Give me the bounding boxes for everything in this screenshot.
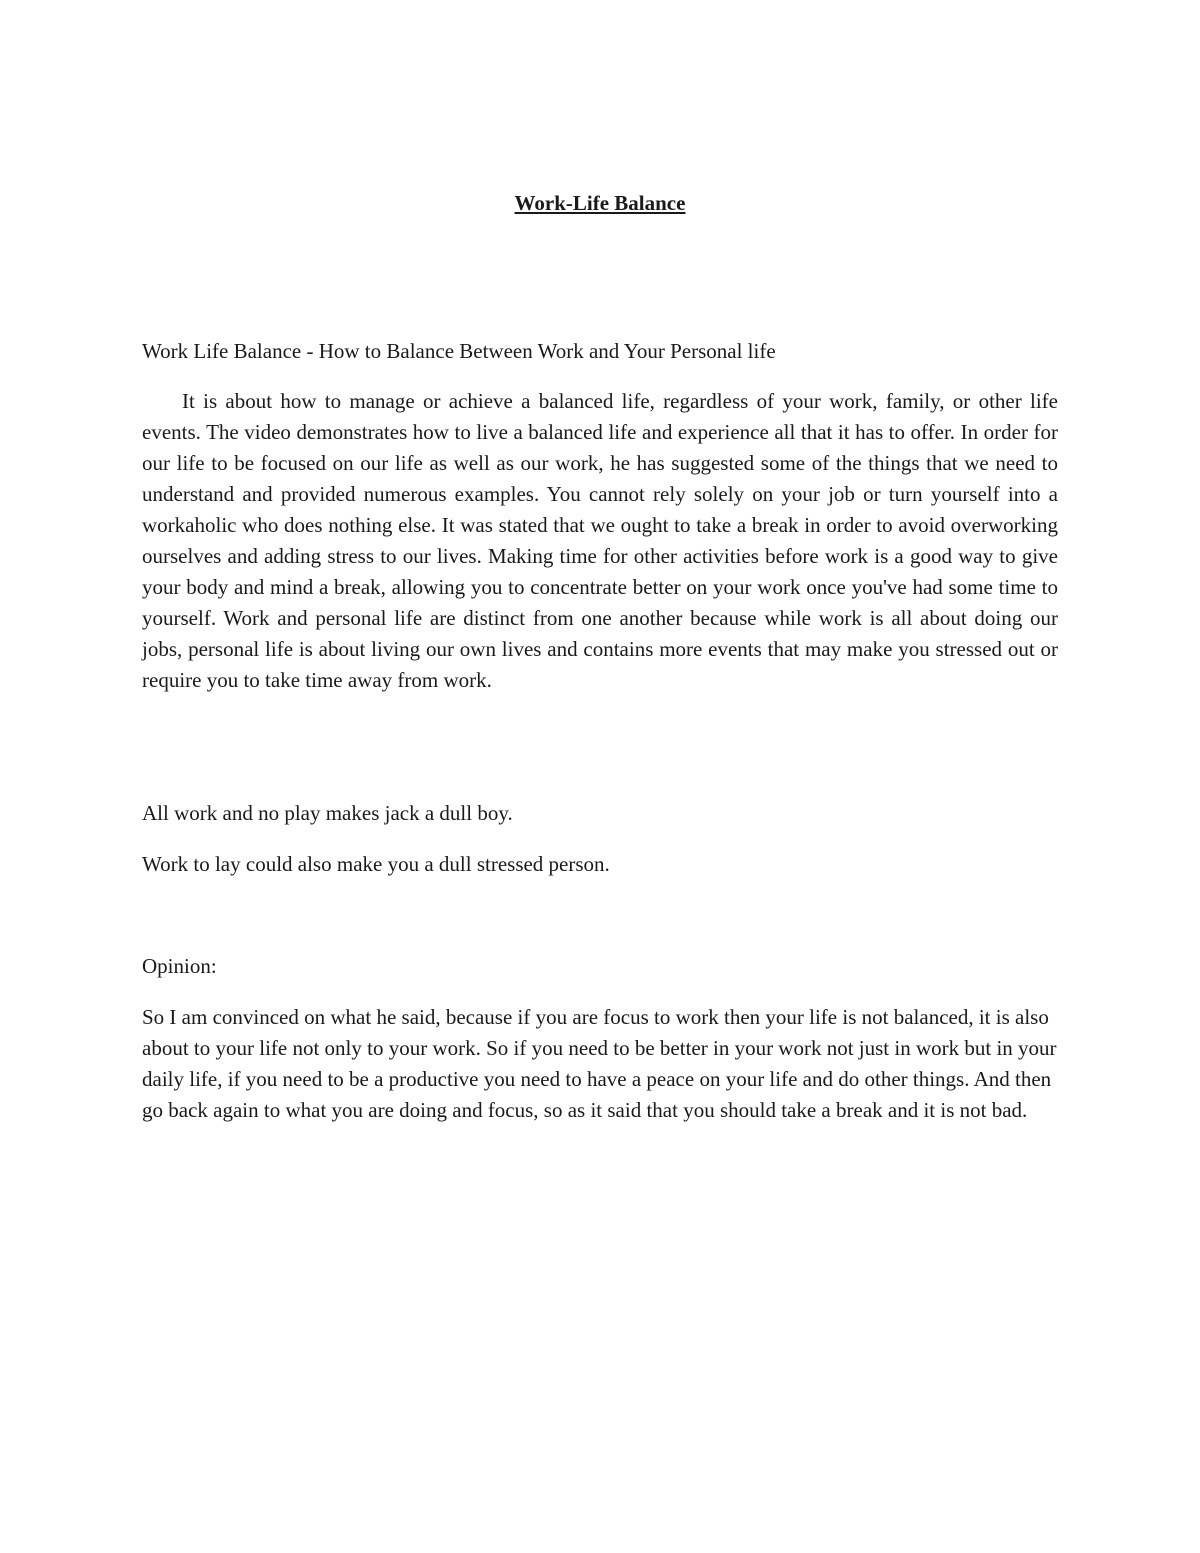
body-paragraph: It is about how to manage or achieve a balanced life, regardless of your work, family, or other life events. The video demonstrates how to live a balanced life and experience all that it has to offer. In order for our life to be focused on our life as well as our work, he has suggested some of the things that we need to understand and provided numerous examples. You cannot rely solely on your job or turn yourself into a workaholic who does nothing else. It was stated that we ought to take a break in order to avoid overworking ourselves and adding stress to our lives. Making time for other activities before work is a good way to give your body and mind a break, allowing you to concentrate better on your work once you've had some time to yourself. Work and personal life are distinct from one another because while work is all about doing our jobs, personal life is about living our own lives and contains more events that may make you stressed out or require you to take time away from work. — [142, 389, 1058, 692]
document-subtitle: Work Life Balance - How to Balance Between Work and Your Personal life — [142, 339, 776, 363]
opinion-heading: Opinion: — [142, 954, 217, 978]
saying-line-1: All work and no play makes jack a dull boy. — [142, 801, 513, 825]
opinion-paragraph: So I am convinced on what he said, because if you are focus to work then your life is not balanced, it is also about to your life not only to your work. So if you need to be better in your work not just in work but in your daily life, if you need to be a productive you need to have a peace on your life and do other things. And then go back again to what you are doing and focus, so as it said that you should take a break and it is not bad. — [142, 1005, 1057, 1122]
document-title: Work-Life Balance — [514, 191, 686, 215]
saying-line-2: Work to lay could also make you a dull stressed person. — [142, 852, 610, 876]
